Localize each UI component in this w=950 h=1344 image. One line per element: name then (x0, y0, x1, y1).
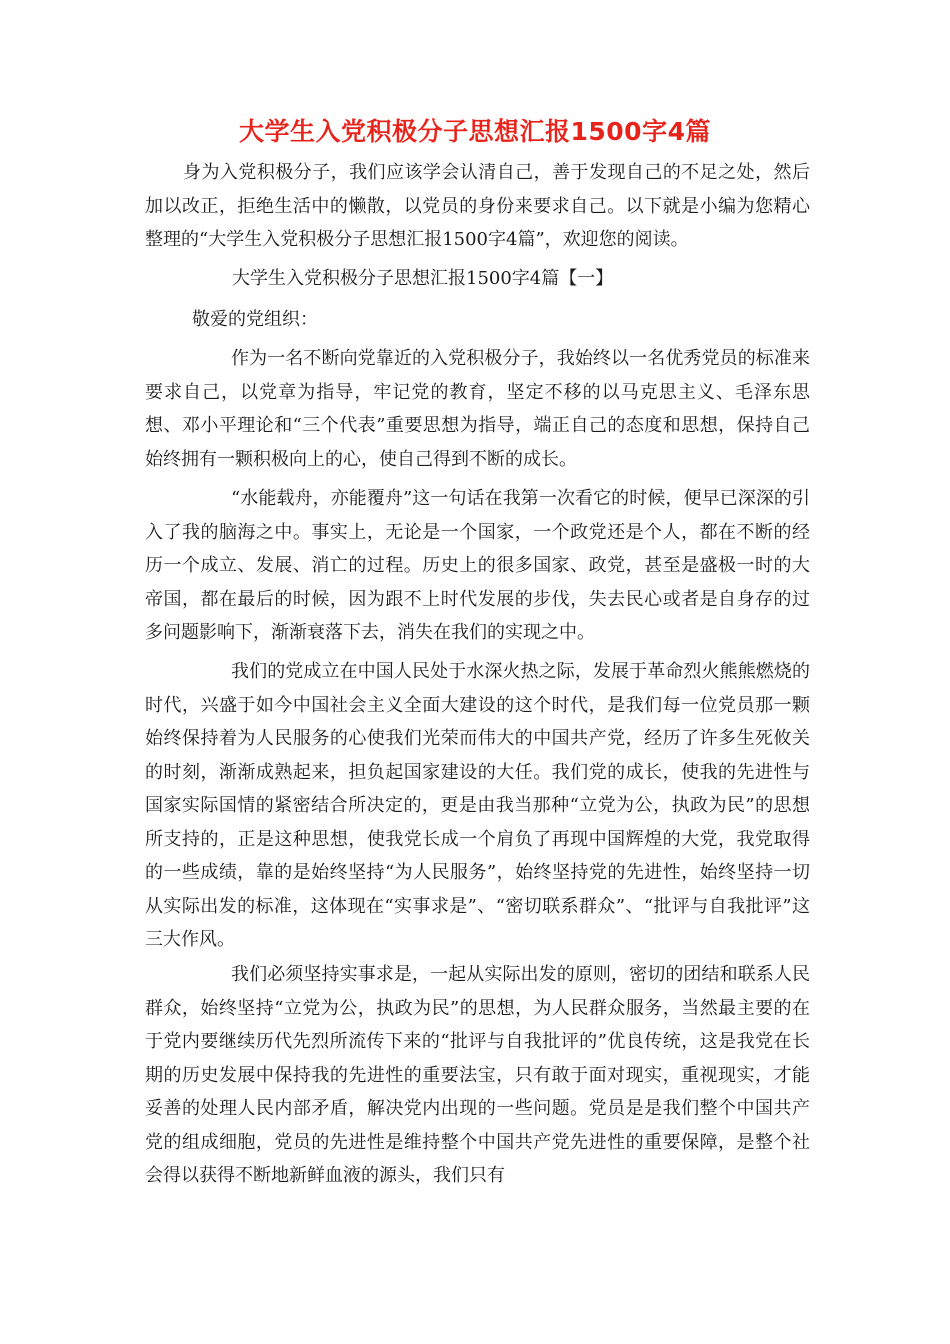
body-paragraph: 我们必须坚持实事求是，一起从实际出发的原则，密切的团结和联系人民群众，始终坚持“立党为公，执政为民”的思想，为人民群众服务，当然最主要的在于党内要继续历代先烈所流传下来的“批评与自我批评的”优良传统，这是我党在长期的历史发展中保持我的先进性的重要法宝，只有敢于面对现实，重视现实，才能妥善的处理人民内部矛盾，解决党内出现的一些问题。党员是是我们整个中国共产党的组成细胞，党员的先进性是维持整个中国共产党先进性的重要保障，是整个社会得以获得不断地新鲜血液的源头，我们只有 (145, 964, 810, 1186)
body-paragraph: “水能载舟，亦能覆舟”这一句话在我第一次看它的时候，便早已深深的引入了我的脑海之中。事实上，无论是一个国家，一个政党还是个人，都在不断的经历一个成立、发展、消亡的过程。历史上的很多国家、政党，甚至是盛极一时的大帝国，都在最后的时候，因为跟不上时代发展的步伐，失去民心或者是自身存的过多问题影响下，渐渐衰落下去，消失在我们的实现之中。 (145, 488, 810, 643)
section-heading: 大学生入党积极分子思想汇报1500字4篇【一】 (232, 268, 614, 289)
body-paragraph: 作为一名不断向党靠近的入党积极分子，我始终以一名优秀党员的标准来要求自己，以党章为指导，牢记党的教育，坚定不移的以马克思主义、毛泽东思想、邓小平理论和“三个代表”重要思想为指导，端正自己的态度和思想，保持自己始终拥有一颗积极向上的心，使自己得到不断的成长。 (145, 348, 810, 470)
salutation: 敬爱的党组织： (192, 309, 318, 330)
document-title: 大学生入党积极分子思想汇报1500字4篇 (239, 117, 711, 146)
intro-paragraph: 身为入党积极分子，我们应该学会认清自己，善于发现自己的不足之处，然后加以改正，拒绝生活中的懒散，以党员的身份来要求自己。以下就是小编为您精心整理的“大学生入党积极分子思想汇报1500字4篇”，欢迎您的阅读。 (145, 162, 810, 250)
body-paragraph: 我们的党成立在中国人民处于水深火热之际，发展于革命烈火熊熊燃烧的时代，兴盛于如今中国社会主义全面大建设的这个时代，是我们每一位党员那一颗始终保持着为人民服务的心使我们光荣而伟大的中国共产党，经历了许多生死攸关的时刻，渐渐成熟起来，担负起国家建设的大任。我们党的成长，使我的先进性与国家实际国情的紧密结合所决定的，更是由我当那种“立党为公，执政为民”的思想所支持的，正是这种思想，使我党长成一个肩负了再现中国辉煌的大党，我党取得的一些成绩，靠的是始终坚持“为人民服务”，始终坚持党的先进性，始终坚持一切从实际出发的标准，这体现在“实事求是”、“密切联系群众”、“批评与自我批评”这三大作风。 (145, 661, 810, 950)
